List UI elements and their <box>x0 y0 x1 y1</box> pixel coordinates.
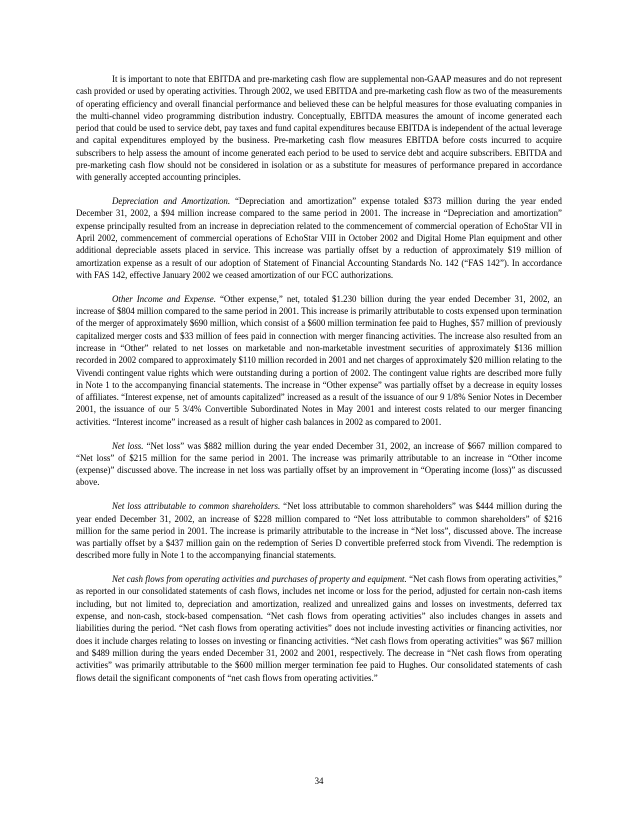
paragraph-cash-flows <box>76 573 562 684</box>
paragraph-text: “Net loss attributable to common shareholders” was $444 million during the year ended December 31, 2002, an increase of $228 million compared to “Net loss attributable to common shareholders” of $216 million for the same period in 2001. The increase is primarily attributable to the increase in “Net loss”, discussed above. The increase was partially offset by a $437 million gain on the redemption of Series D convertible preferred stock from Vivendi. The redemption is described more fully in Note 1 to the accompanying financial statements. <box>76 501 562 561</box>
paragraph-text: “Net loss” was $882 million during the year ended December 31, 2002, an increase of $667 million compared to “Net loss” of $215 million for the same period in 2001. The increase was primarily attributable to an increase in “Other income (expense)” discussed above. The increase in net loss was partially offset by an improvement in “Operating income (loss)” as discussed above. <box>76 440 562 488</box>
document-body <box>76 73 562 695</box>
paragraph-text: It is important to note that EBITDA and pre-marketing cash flow are supplemental non-GAAP measures and do not represent cash provided or used by operating activities. Through 2002, we used EBITDA and pre-marketing cash flow as two of the measurements of operating efficiency and overall financial performance and believed these can be helpful measures for those evaluating companies in the multi-channel video programming distribution industry. Conceptually, EBITDA measures the amount of income generated each period that could be used to service debt, pay taxes and fund capital expenditures because EBITDA is independent of the actual leverage and capital expenditures employed by the business. Pre-marketing cash flow measures EBITDA before costs incurred to acquire subscribers to help assess the amount of income generated each period to be used to service debt and acquire subscribers. EBITDA and pre-marketing cash flow should not be considered in isolation or as a substitute for measures of performance prepared in accordance with generally accepted accounting principles. <box>76 74 562 183</box>
paragraph-text: “Net cash flows from operating activities,” as reported in our consolidated statements of cash flows, includes net income or loss for the period, adjusted for certain non-cash items including, but not limited to, depreciation and amortization, realized and unrealized gains and losses on investments, deferred tax expense, and non-cash, stock-based compensation. “Net cash flows from operating activities” also includes changes in assets and liabilities during the period. “Net cash flows from operating activities” does not include investing activities or financing activities, nor does it include charges relating to losses on investing or financing activities. “Net cash flows from operating activities” was $67 million and $489 million during the years ended December 31, 2002 and 2001, respectively. The decrease in “Net cash flows from operating activities” was primarily attributable to the $600 million merger termination fee paid to Hughes. Our consolidated statements of cash flows detail the significant components of “net cash flows from operating activities.” <box>76 574 562 683</box>
paragraph-heading: Other Income and Expense. <box>112 293 216 304</box>
paragraph-text: “Other expense,” net, totaled $1.230 billion during the year ended December 31, 2002, an increase of $804 million compared to the same period in 2001. This increase is primarily attributable to costs expensed upon termination of the merger of approximately $690 million, which consist of a $600 million termination fee paid to Hughes, $57 million of previously capitalized merger costs and $33 million of fees paid in connection with merger financing activities. The increase also resulted from an increase in “Other” related to net losses on marketable and non-marketable investment securities of approximately $136 million recorded in 2002 compared to approximately $110 million recorded in 2001 and net charges of approximately $20 million relating to the Vivendi contingent value rights which were outstanding during a portion of 2002. The contingent value rights are described more fully in Note 1 to the accompanying financial statements. The increase in “Other expense” was partially offset by a decrease in equity losses of affiliates. “Interest expense, net of amounts capitalized” increased as a result of the issuance of our 9 1/8% Senior Notes in December 2001, the issuance of our 5 3/4% Convertible Subordinated Notes in May 2001 and interest costs related to our merger financing activities. “Interest income” increased as a result of higher cash balances in 2002 as compared to 2001. <box>76 293 562 427</box>
paragraph-heading: Net cash flows from operating activities and purchases of property and equipment. <box>112 574 407 585</box>
paragraph-text: “Depreciation and amortization” expense totaled $373 million during the year ended December 31, 2002, a $94 million increase compared to the same period in 2001. The increase in “Depreciation and amortization” expense principally resulted from an increase in depreciation related to the commencement of commercial operation of EchoStar VII in April 2002, commencement of commercial operations of EchoStar VIII in October 2002 and Digital Home Plan equipment and other additional depreciable assets placed in service. This increase was partially offset by a reduction of approximately $19 million of amortization expense as a result of our adoption of Statement of Financial Accounting Standards No. 142 (“FAS 142”). In accordance with FAS 142, effective January 2002 we ceased amortization of our FCC authorizations. <box>76 196 562 280</box>
paragraph-net-loss-common <box>76 500 562 561</box>
page-number: 34 <box>314 776 324 786</box>
paragraph-ebitda <box>76 73 562 184</box>
paragraph-other-income <box>76 293 562 428</box>
paragraph-heading: Net loss. <box>112 440 144 451</box>
paragraph-heading: Depreciation and Amortization. <box>112 196 231 207</box>
paragraph-net-loss <box>76 440 562 489</box>
paragraph-depreciation <box>76 195 562 281</box>
paragraph-heading: Net loss attributable to common shareholders. <box>112 501 281 512</box>
